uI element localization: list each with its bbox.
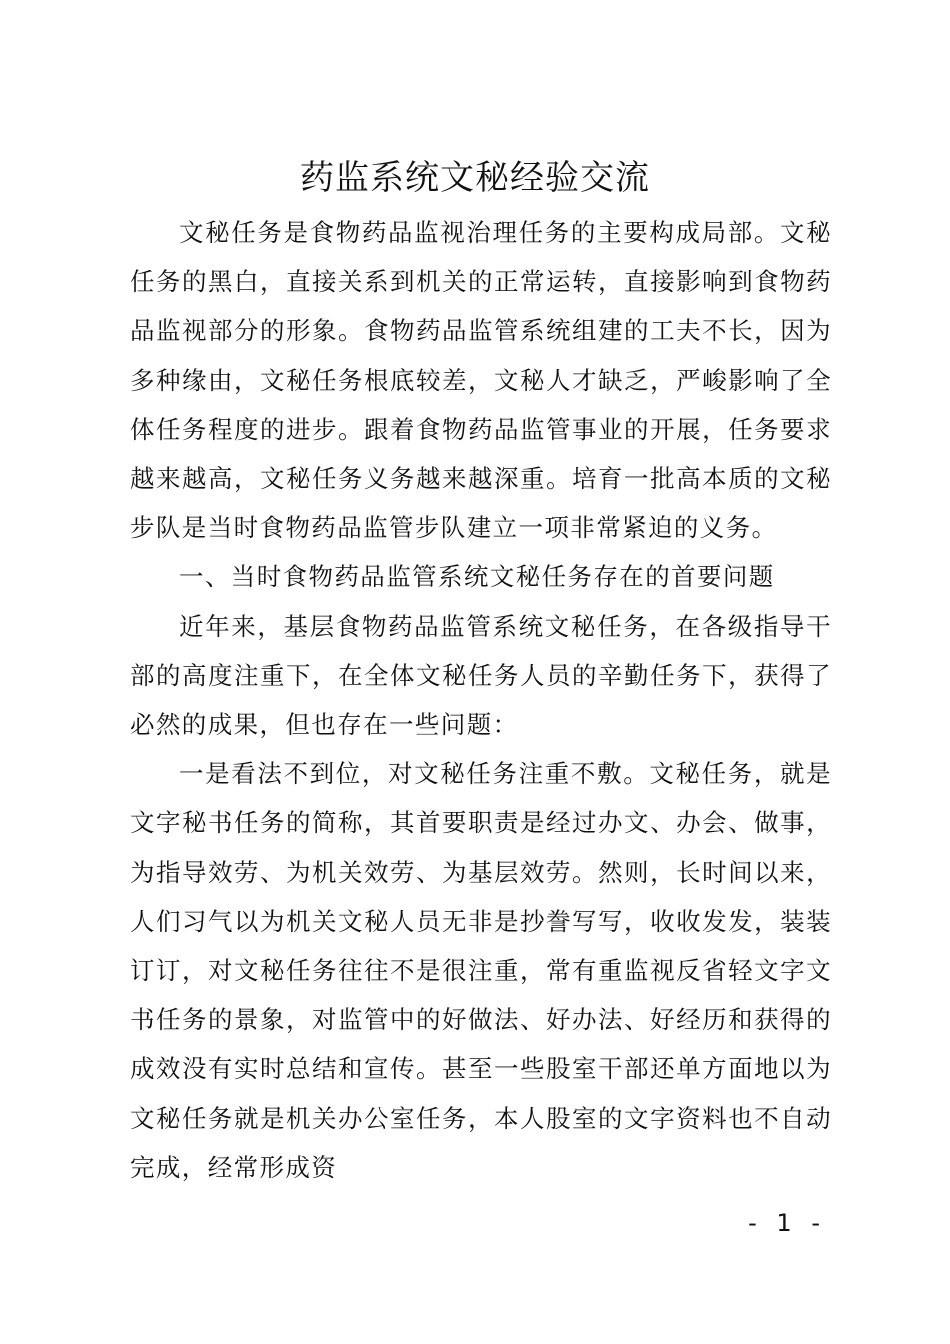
paragraph-intro: 文秘任务是食物药品监视治理任务的主要构成局部。文秘任务的黑白，直接关系到机关的正常运转，直接影响到食物药品监视部分的形象。食物药品监管系统组建的工夫不长，因为多种缘由，文秘任务根底较差，文秘人才缺乏，严峻影响了全体任务程度的进步。跟着食物药品监管事业的开展，任务要求越来越高，文秘任务义务越来越深重。培育一批高本质的文秘步队是当时食物药品监管步队建立一项非常紧迫的义务。 — [130, 218, 832, 543]
section-heading-1: 一、当时食物药品监管系统文秘任务存在的首要问题 — [179, 562, 775, 592]
paragraph-point-1: 一是看法不到位，对文秘任务注重不敷。文秘任务，就是文字秘书任务的简称，其首要职责是经过办文、办会、做事，为指导效劳、为机关效劳、为基层效劳。然则，长时间以来，人们习气以为机关文秘人员无非是抄誊写写，收收发发，装装订订，对文秘任务往往不是很注重，常有重监视反省轻文字文书任务的景象，对监管中的好做法、好办法、好经历和获得的成效没有实时总结和宣传。甚至一些股室干部还单方面地以为文秘任务就是机关办公室任务，本人股室的文字资料也不自动完成，经常形成资 — [130, 759, 832, 1182]
paragraph-recent-years: 近年来，基层食物药品监管系统文秘任务，在各级指导干部的高度注重下，在全体文秘任务人员的辛勤任务下，获得了必然的成果，但也存在一些问题： — [130, 611, 832, 740]
page-number: - 1 - — [748, 1209, 826, 1237]
document-title: 药监系统文秘经验交流 — [300, 158, 650, 198]
document-body — [130, 208, 832, 1192]
